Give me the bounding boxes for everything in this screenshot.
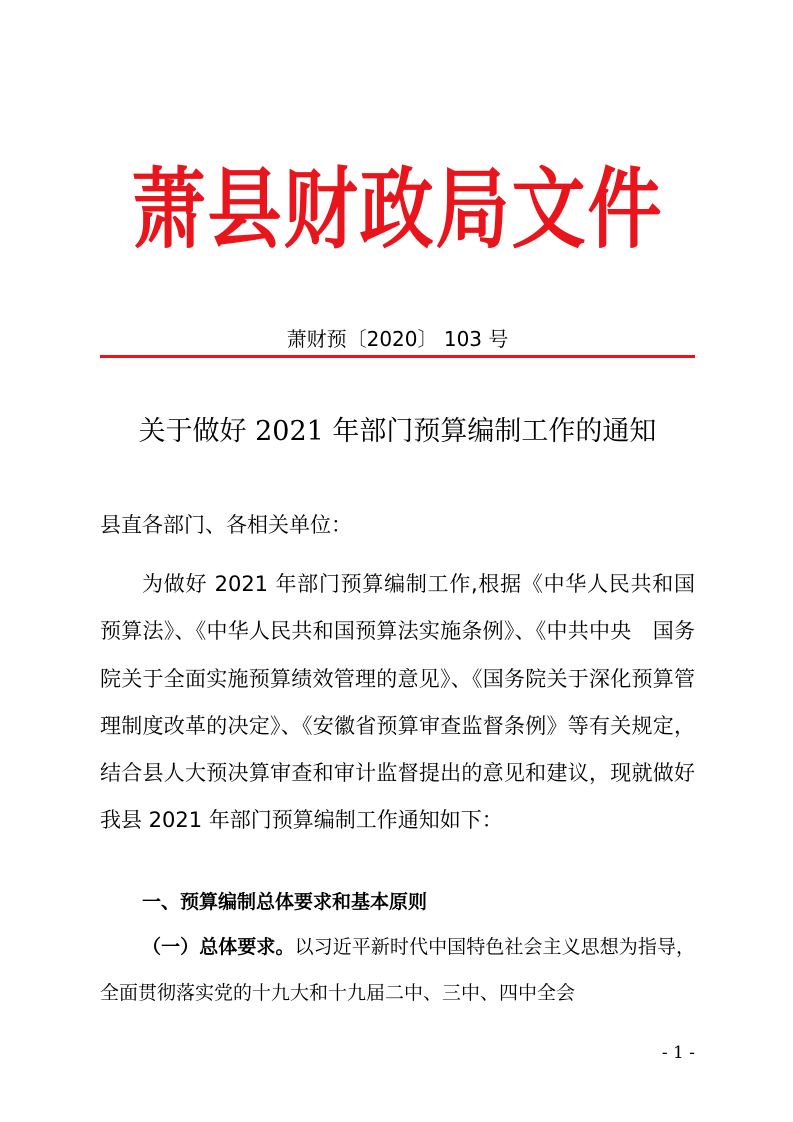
subsection-paragraph: [100, 924, 695, 1016]
section-heading: 一、预算编制总体要求和基本原则: [142, 891, 428, 913]
masthead-title: 萧县财政局文件: [131, 159, 664, 261]
intro-paragraph: 为做好 2021 年部门预算编制工作,根据《中华人民共和国预算法》、《中华人民共和国预算法实施条例》、《中共中央 国务院关于全面实施预算绩效管理的意见》、《国务院关于深化预算管理制度改革的决定》、《安徽省预算审查监督条例》等有关规定，结合县人大预决算审查和审计监督提出的意见和建议，现就做好我县 2021 年部门预算编制工作通知如下：: [100, 572, 695, 833]
subsection-lead-in: （一）总体要求。: [142, 936, 295, 958]
red-divider-rule: [100, 355, 695, 358]
document-number: 萧财预〔2020〕 103 号: [286, 327, 509, 351]
salutation: 县直各部门、各相关单位：: [100, 513, 352, 537]
document-title: 关于做好 2021 年部门预算编制工作的通知: [138, 416, 657, 447]
page-number: - 1 -: [661, 1043, 695, 1063]
subsection-text: 以习近平新时代中国特色社会主义思想为指导，全面贯彻落实党的十九大和十九届二中、三中、四中全会: [100, 936, 695, 1004]
